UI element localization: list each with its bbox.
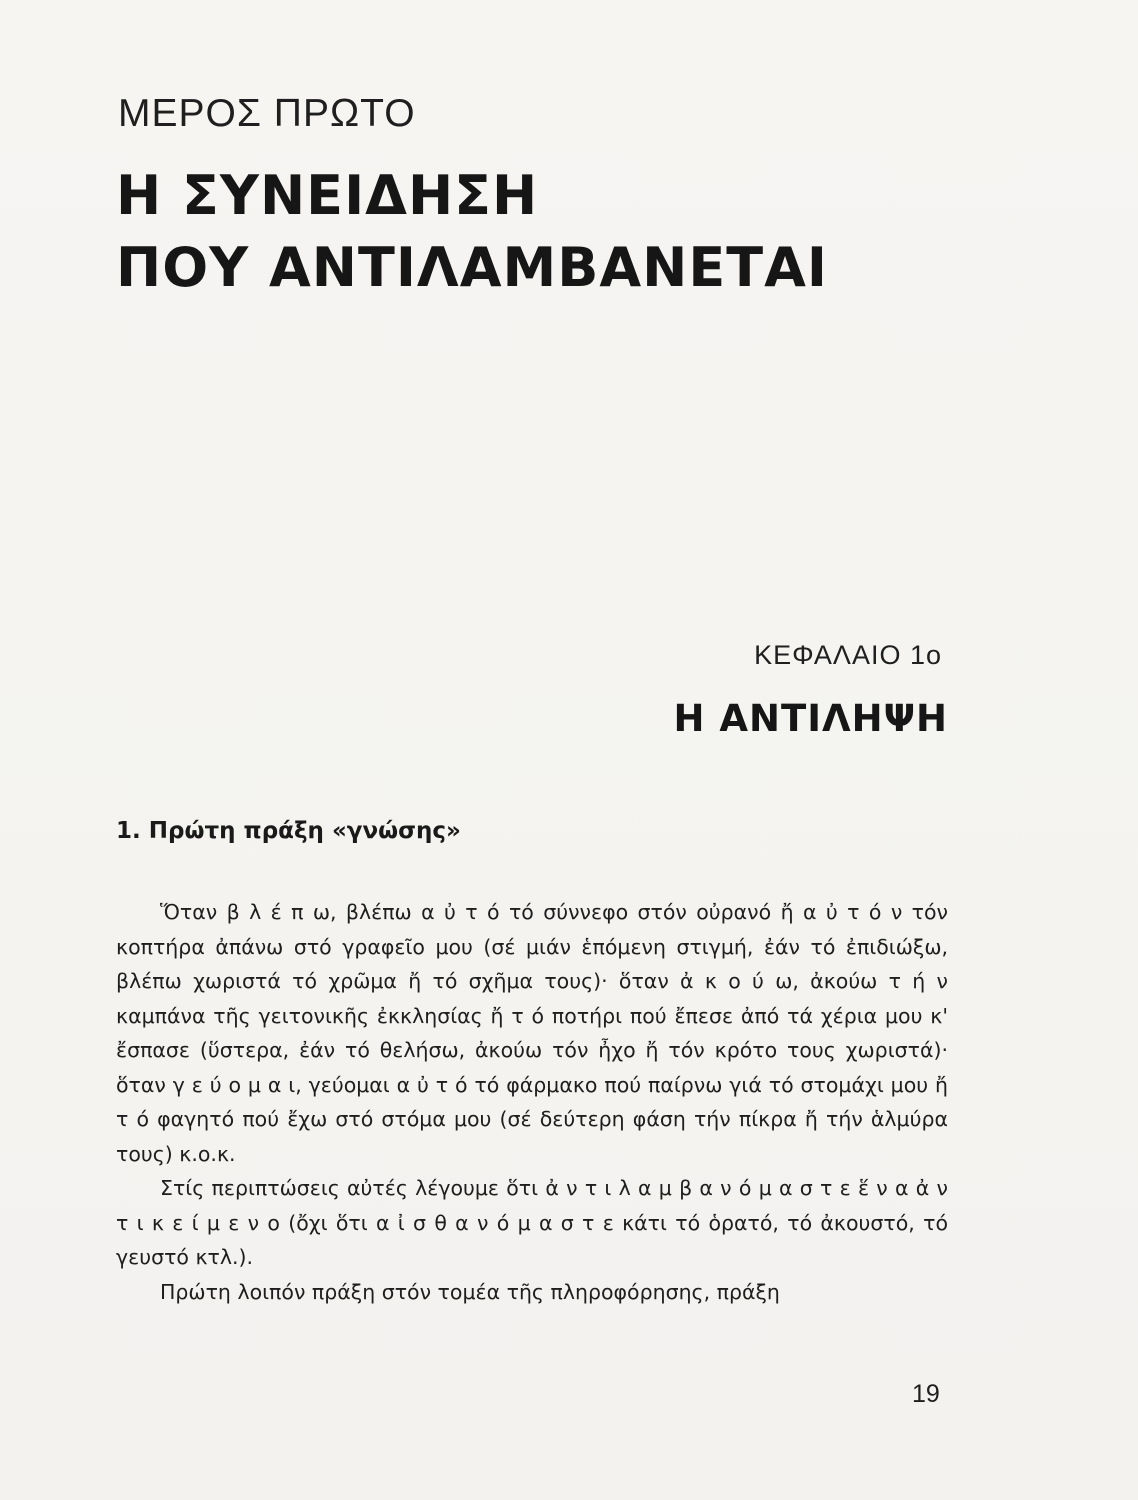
part-title-line-1: Η ΣΥΝΕΙΔΗΣΗ [116, 164, 539, 227]
part-title [116, 160, 828, 304]
section-heading: 1. Πρώτη πράξη «γνώσης» [116, 818, 461, 844]
part-label: ΜΕΡΟΣ ΠΡΩΤΟ [118, 92, 416, 135]
page-number: 19 [912, 1380, 940, 1408]
paragraph-1: Ὅταν β λ έ π ω, βλέπω α ὐ τ ό τό σύννεφο στόν οὐρανό ἤ α ὐ τ ό ν τόν κοπτήρα ἀπάνω στό γραφεῖο μου (σέ μιάν ἑπόμενη στιγμή, ἐάν τό ἐπιδιώξω, βλέπω χωριστά τό χρῶμα ἤ τό σχῆμα τους)· ὅταν ἀ κ ο ύ ω, ἀκούω τ ή ν καμπάνα τῆς γειτονικῆς ἐκκλησίας ἤ τ ό ποτήρι πού ἔπεσε ἀπό τά χέρια μου κ' ἔσπασε (ὕστερα, ἐάν τό θελήσω, ἀκούω τόν ἦχο ἤ τόν κρότο τους χωριστά)· ὅταν γ ε ύ ο μ α ι, γεύομαι α ὐ τ ό τό φάρμακο πού παίρνω γιά τό στομάχι μου ἤ τ ό φαγητό πού ἔχω στό στόμα μου (σέ δεύτερη φάση τήν πίκρα ἤ τήν ἁλμύρα τους) κ.ο.κ. [116, 900, 948, 1166]
paragraph-3: Πρώτη λοιπόν πράξη στόν τομέα τῆς πληροφόρησης, πράξη [160, 1279, 780, 1304]
chapter-title: Η ΑΝΤΙΛΗΨΗ [673, 697, 948, 740]
part-title-line-2: ΠΟΥ ΑΝΤΙΛΑΜΒΑΝΕΤΑΙ [116, 236, 828, 299]
chapter-label: ΚΕΦΑΛΑΙΟ 1ο [754, 640, 942, 670]
body-text [116, 895, 948, 1309]
paragraph-2: Στίς περιπτώσεις αὐτές λέγουμε ὅτι ἀ ν τ ι λ α μ β α ν ό μ α σ τ ε ἕ ν α ἀ ν τ ι κ ε ί μ ε ν ο (ὄχι ὅτι α ἰ σ θ α ν ό μ α σ τ ε κάτι τό ὁρατό, τό ἀκουστό, τό γευστό κτλ.). [116, 1176, 948, 1269]
